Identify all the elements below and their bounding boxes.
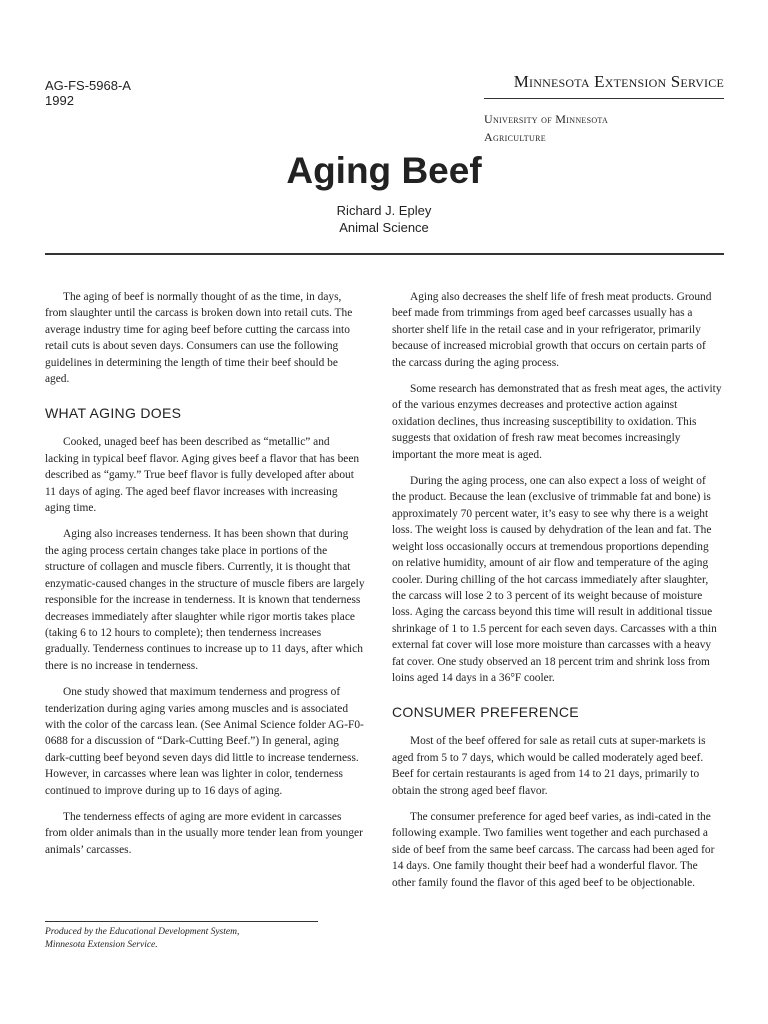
author-block	[0, 202, 768, 236]
page-title: Aging Beef	[286, 150, 482, 191]
oxidation-paragraph: Some research has demonstrated that as fresh meat ages, the activity of the various enzymes decreases and protective action against oxidation declines, thus increasing susceptibility to oxidation. This suggests that oxidation of fresh raw meat becomes increasingly important the more meat is aged.	[392, 383, 722, 461]
section-heading-what-aging-does: WHAT AGING DOES	[45, 405, 182, 422]
author-department: Animal Science	[339, 220, 429, 235]
flavor-paragraph: Cooked, unaged beef has been described as “metallic” and lacking in typical beef flavor. Aging gives beef a flavor that has been described as “gamy.” True beef flavor is fully developed after about 11 days of aging. The aged beef flavor increases with increasing aging time.	[45, 436, 360, 515]
footnote	[45, 926, 239, 952]
left-column	[45, 289, 365, 868]
intro-paragraph: The aging of beef is normally thought of as the time, in days, from slaughter until the carcass is broken down into retail cuts. The average industry time for aging beef before cutting the carcass into retail cuts is about seven days. Consumers can use the following guidelines in determining the length of time their beef should be aged.	[45, 291, 353, 386]
university-block	[484, 110, 608, 146]
shelf-life-paragraph: Aging also decreases the shelf life of fresh meat products. Ground beef made from trimmings from aged beef carcasses usually has a shorter shelf life in the retail case and in your refrigerator, primarily because of increased microbial growth that occurs on certain parts of the carcass during the aging process.	[392, 291, 712, 369]
university-name: University of Minnesota	[484, 112, 609, 126]
family-example-paragraph: The consumer preference for aged beef varies, as indi-cated in the following example. Two families went together and each purchased a side of beef from the same beef carcass. The carcass had been aged for 14 days. One family thought their beef had a wonderful flavor. The other family found the flavor of this aged beef to be objectionable.	[392, 810, 715, 889]
organization-rule	[484, 98, 724, 99]
publication-year: 1992	[45, 93, 74, 108]
footnote-line-1: Produced by the Educational Development System,	[45, 927, 240, 937]
footnote-line-2: Minnesota Extension Service.	[45, 940, 158, 950]
retail-aging-paragraph: Most of the beef offered for sale as retail cuts at super-markets is aged from 5 to 7 days, which would be called moderately aged beef. Beef for certain restaurants is aged from 14 to 21 days, primarily to obtain the strong aged beef flavor.	[392, 735, 706, 797]
author-name: Richard J. Epley	[336, 203, 432, 218]
college-name: Agriculture	[484, 130, 546, 144]
tenderness-paragraph: Aging also increases tenderness. It has been shown that during the aging process certain changes take place in portions of the structure of collagen and muscle fibers. Currently, it is thought that enzymatic-caused changes in the structure of muscle fibers are largely responsible for the increase in tenderness. It is known that tenderness decreases immediately after slaughter while rigor mortis takes place (taking 6 to 12 hours to complete); then tenderness increases gradually. Tenderness continues to increase up to 11 days, after which there is no increase in tenderness.	[45, 528, 365, 672]
header-divider	[45, 253, 724, 255]
muscle-study-paragraph: One study showed that maximum tenderness and progress of tenderization during aging varies among muscles and is associated with the color of the carcass lean. (See Animal Science folder AG-F0-0688 for a discussion of “Dark-Cutting Beef.”) In general, aging dark-cutting beef beyond seven days did little to increase tenderness. However, in carcasses where lean was lighter in color, tenderness continued to improve during up to 16 days of aging.	[45, 686, 364, 797]
right-column	[392, 289, 722, 901]
publication-number: AG-FS-5968-A	[45, 78, 131, 93]
weight-loss-paragraph: During the aging process, one can also expect a loss of weight of the product. Because the lean (exclusive of trimmable fat and bone) is approximately 70 percent water, it’s easy to see why there is a weight loss. The weight loss is caused by dehydration of the lean and fat. The weight loss occasionally occurs at tremendous proportions depending on relative humidity, amount of air flow and temperature of the aging cooler. During chilling of the hot carcass immediately after slaughter, the carcass will lose 2 to 3 percent of its weight because of moisture loss. Aging the carcass beyond this time will result in additional tissue shrinkage of 1 to 1.5 percent for each seven days. Carcasses with a thin external fat cover will lose more moisture than carcasses with a heavy fat cover. One study observed an 18 percent trim and shrink loss from loins aged 14 days in a 36°F cooler.	[392, 475, 717, 684]
organization-name: Minnesota Extension Service	[513, 72, 724, 91]
footnote-divider	[45, 921, 318, 922]
older-animals-paragraph: The tenderness effects of aging are more evident in carcasses from older animals than in the usually more tender lean from younger animals’ carcasses.	[45, 810, 363, 856]
section-heading-consumer-preference: CONSUMER PREFERENCE	[392, 704, 579, 721]
document-code	[45, 78, 131, 108]
